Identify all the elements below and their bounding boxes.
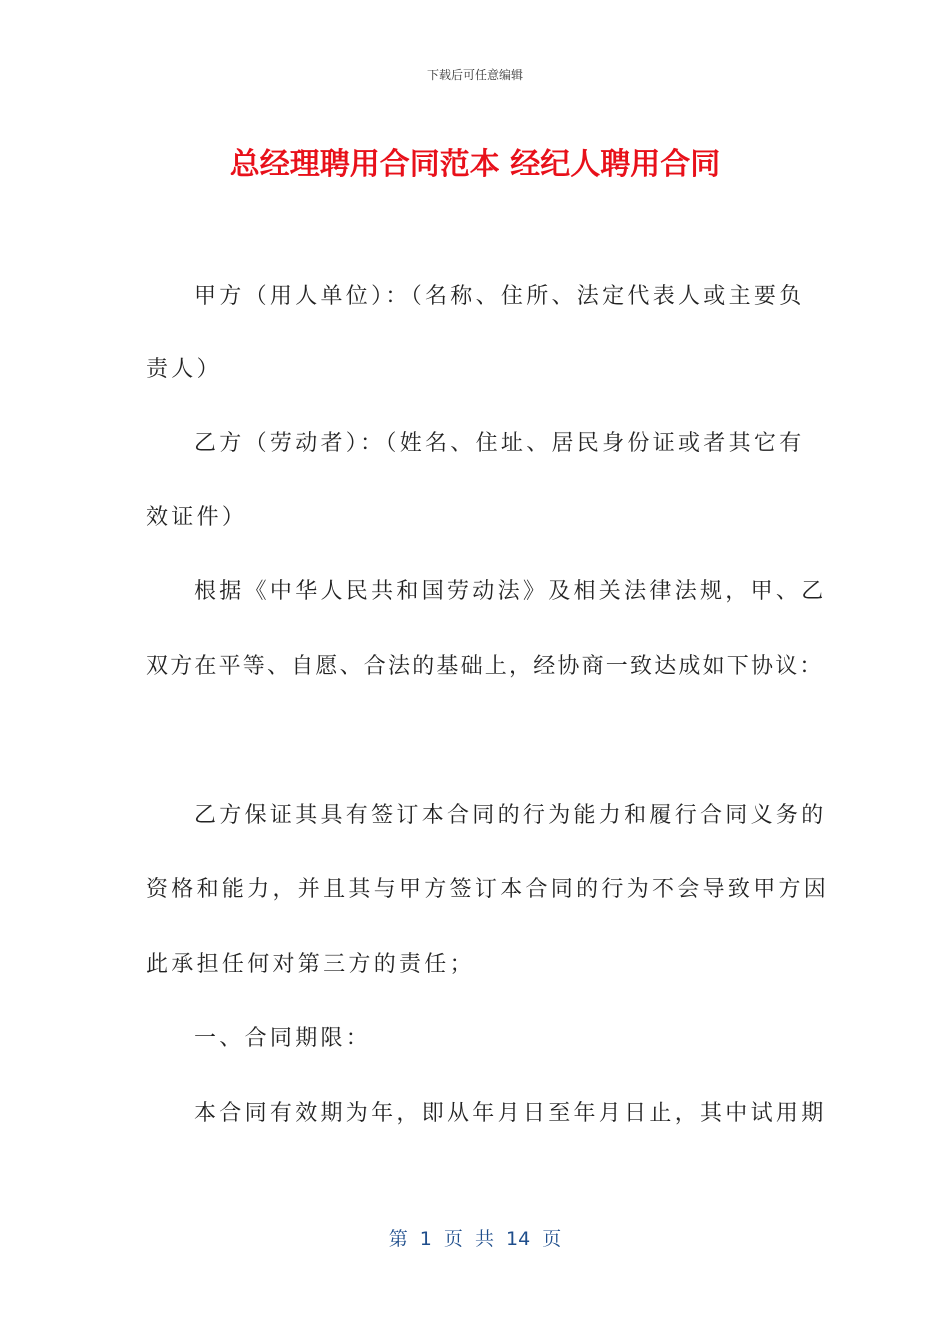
- paragraph-line: 资格和能力，并且其与甲方签订本合同的行为不会导致甲方因: [146, 877, 830, 902]
- paragraph-line: 双方在平等、自愿、合法的基础上，经协商一致达成如下协议：: [146, 654, 824, 679]
- paragraph-line: 乙方保证其具有签订本合同的行为能力和履行合同义务的: [194, 803, 827, 828]
- document-title: 总经理聘用合同范本 经纪人聘用合同: [229, 147, 721, 182]
- paragraph-line: 此承担任何对第三方的责任；: [146, 952, 475, 977]
- paragraph-line: 责人）: [146, 357, 222, 382]
- header-note: 下载后可任意编辑: [426, 68, 523, 82]
- page-number: 第 1 页 共 14 页: [388, 1228, 562, 1250]
- paragraph-line: 效证件）: [146, 505, 248, 530]
- paragraph-line: 乙方（劳动者）：（姓名、住址、居民身份证或者其它有: [194, 431, 805, 456]
- paragraph-line: 根据《中华人民共和国劳动法》及相关法律法规，甲、乙: [194, 579, 827, 604]
- paragraph-line: 本合同有效期为年，即从年月日至年月日止，其中试用期: [194, 1101, 827, 1126]
- paragraph-line: 甲方（用人单位）：（名称、住所、法定代表人或主要负: [194, 284, 805, 309]
- section-heading: 一、合同期限：: [194, 1026, 372, 1051]
